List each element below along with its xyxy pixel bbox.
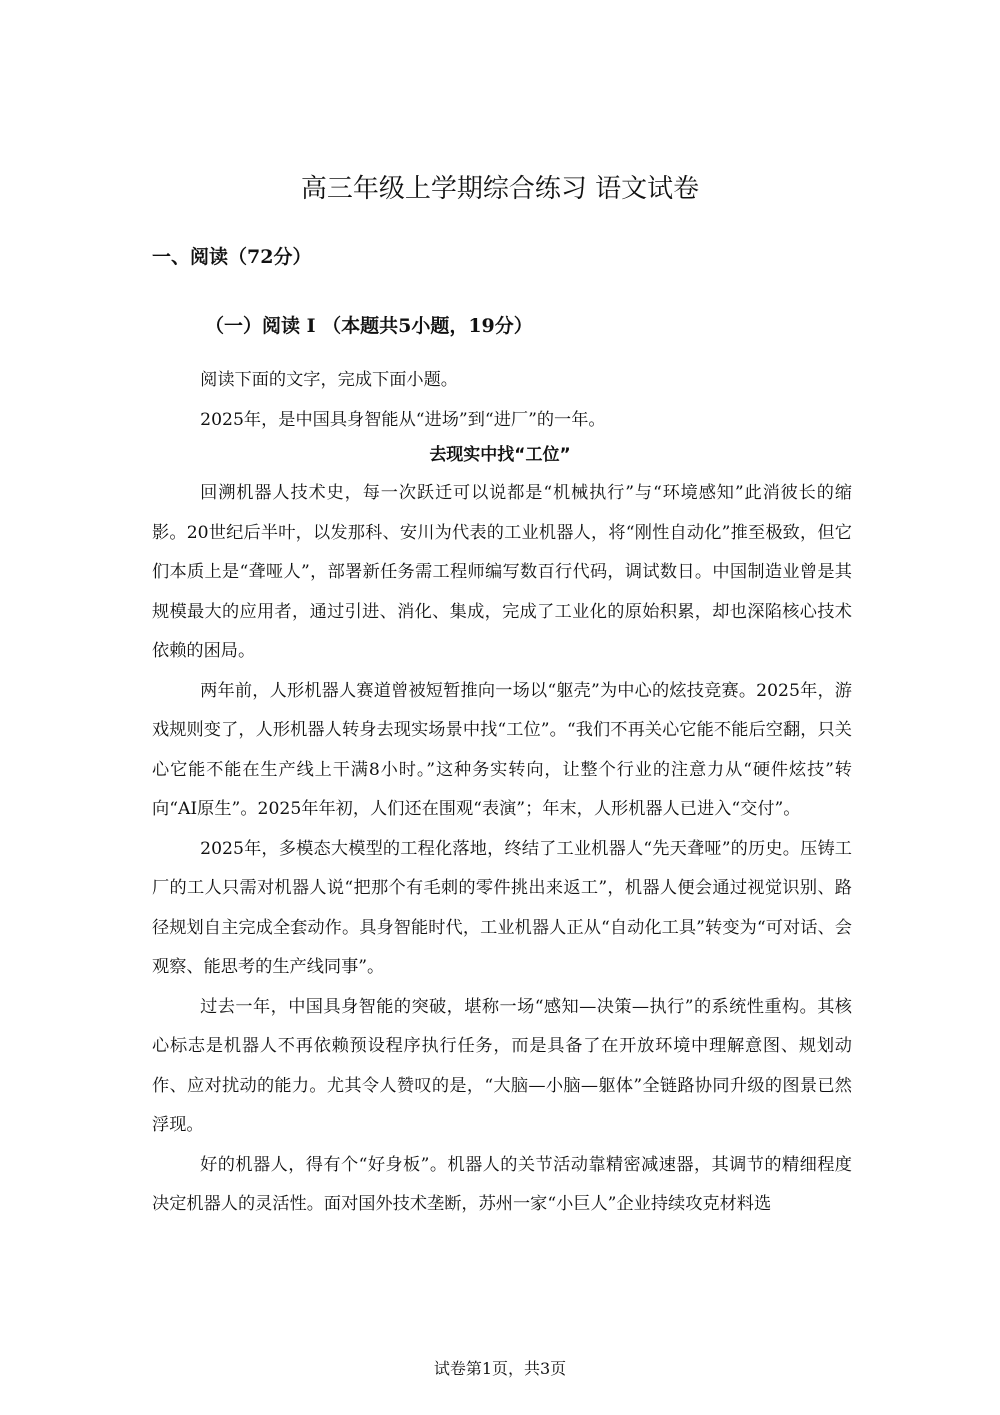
page-footer: 试卷第1页，共3页 [433,1359,567,1378]
article-paragraph: 过去一年，中国具身智能的突破，堪称一场“感知—决策—执行”的系统性重构。其核心标志是机器人不再依赖预设程序执行任务，而是具备了在开放环境中理解意图、规划动作、应对扰动的能力。尤其令人赞叹的是，“大脑—小脑—躯体”全链路协同升级的图景已然浮现。 [152,996,852,1135]
article-body [152,474,852,1225]
article-paragraph: 2025年，多模态大模型的工程化落地，终结了工业机器人“先天聋哑”的历史。压铸工厂的工人只需对机器人说“把那个有毛刺的零件挑出来返工”，机器人便会通过视觉识别、路径规划自主完成全套动作。具身智能时代，工业机器人正从“自动化工具”转变为“可对话、会观察、能思考的生产线同事”。 [152,838,852,977]
intro-context: 2025年，是中国具身智能从“进场”到“进厂”的一年。 [200,409,606,430]
article-paragraph: 两年前，人形机器人赛道曾被短暂推向一场以“躯壳”为中心的炫技竞赛。2025年，游戏规则变了，人形机器人转身去现实场景中找“工位”。“我们不再关心它能不能后空翻，只关心它能不能在生产线上干满8小时。”这种务实转向，让整个行业的注意力从“硬件炫技”转向“AI原生”。2025年年初，人们还在围观“表演”；年末，人形机器人已进入“交付”。 [152,680,852,819]
article-title: 去现实中找“工位” [429,445,571,465]
article-paragraph: 回溯机器人技术史，每一次跃迁可以说都是“机械执行”与“环境感知”此消彼长的缩影。20世纪后半叶，以发那科、安川为代表的工业机器人，将“刚性自动化”推至极致，但它们本质上是“聋哑人”，部署新任务需工程师编写数百行代码，调试数日。中国制造业曾是其规模最大的应用者，通过引进、消化、集成，完成了工业化的原始积累，却也深陷核心技术依赖的困局。 [152,483,852,661]
intro-block [152,361,852,440]
sub-heading: （一）阅读 I （本题共5小题，19分） [205,315,533,337]
article-paragraph: 好的机器人，得有个“好身板”。机器人的关节活动靠精密减速器，其调节的精细程度决定机器人的灵活性。面对国外技术垄断，苏州一家“小巨人”企业持续攻克材料选 [152,1154,852,1214]
intro-instruction: 阅读下面的文字，完成下面小题。 [200,370,458,390]
exam-title: 高三年级上学期综合练习 语文试卷 [300,174,700,204]
section-heading: 一、阅读（72分） [152,246,312,268]
